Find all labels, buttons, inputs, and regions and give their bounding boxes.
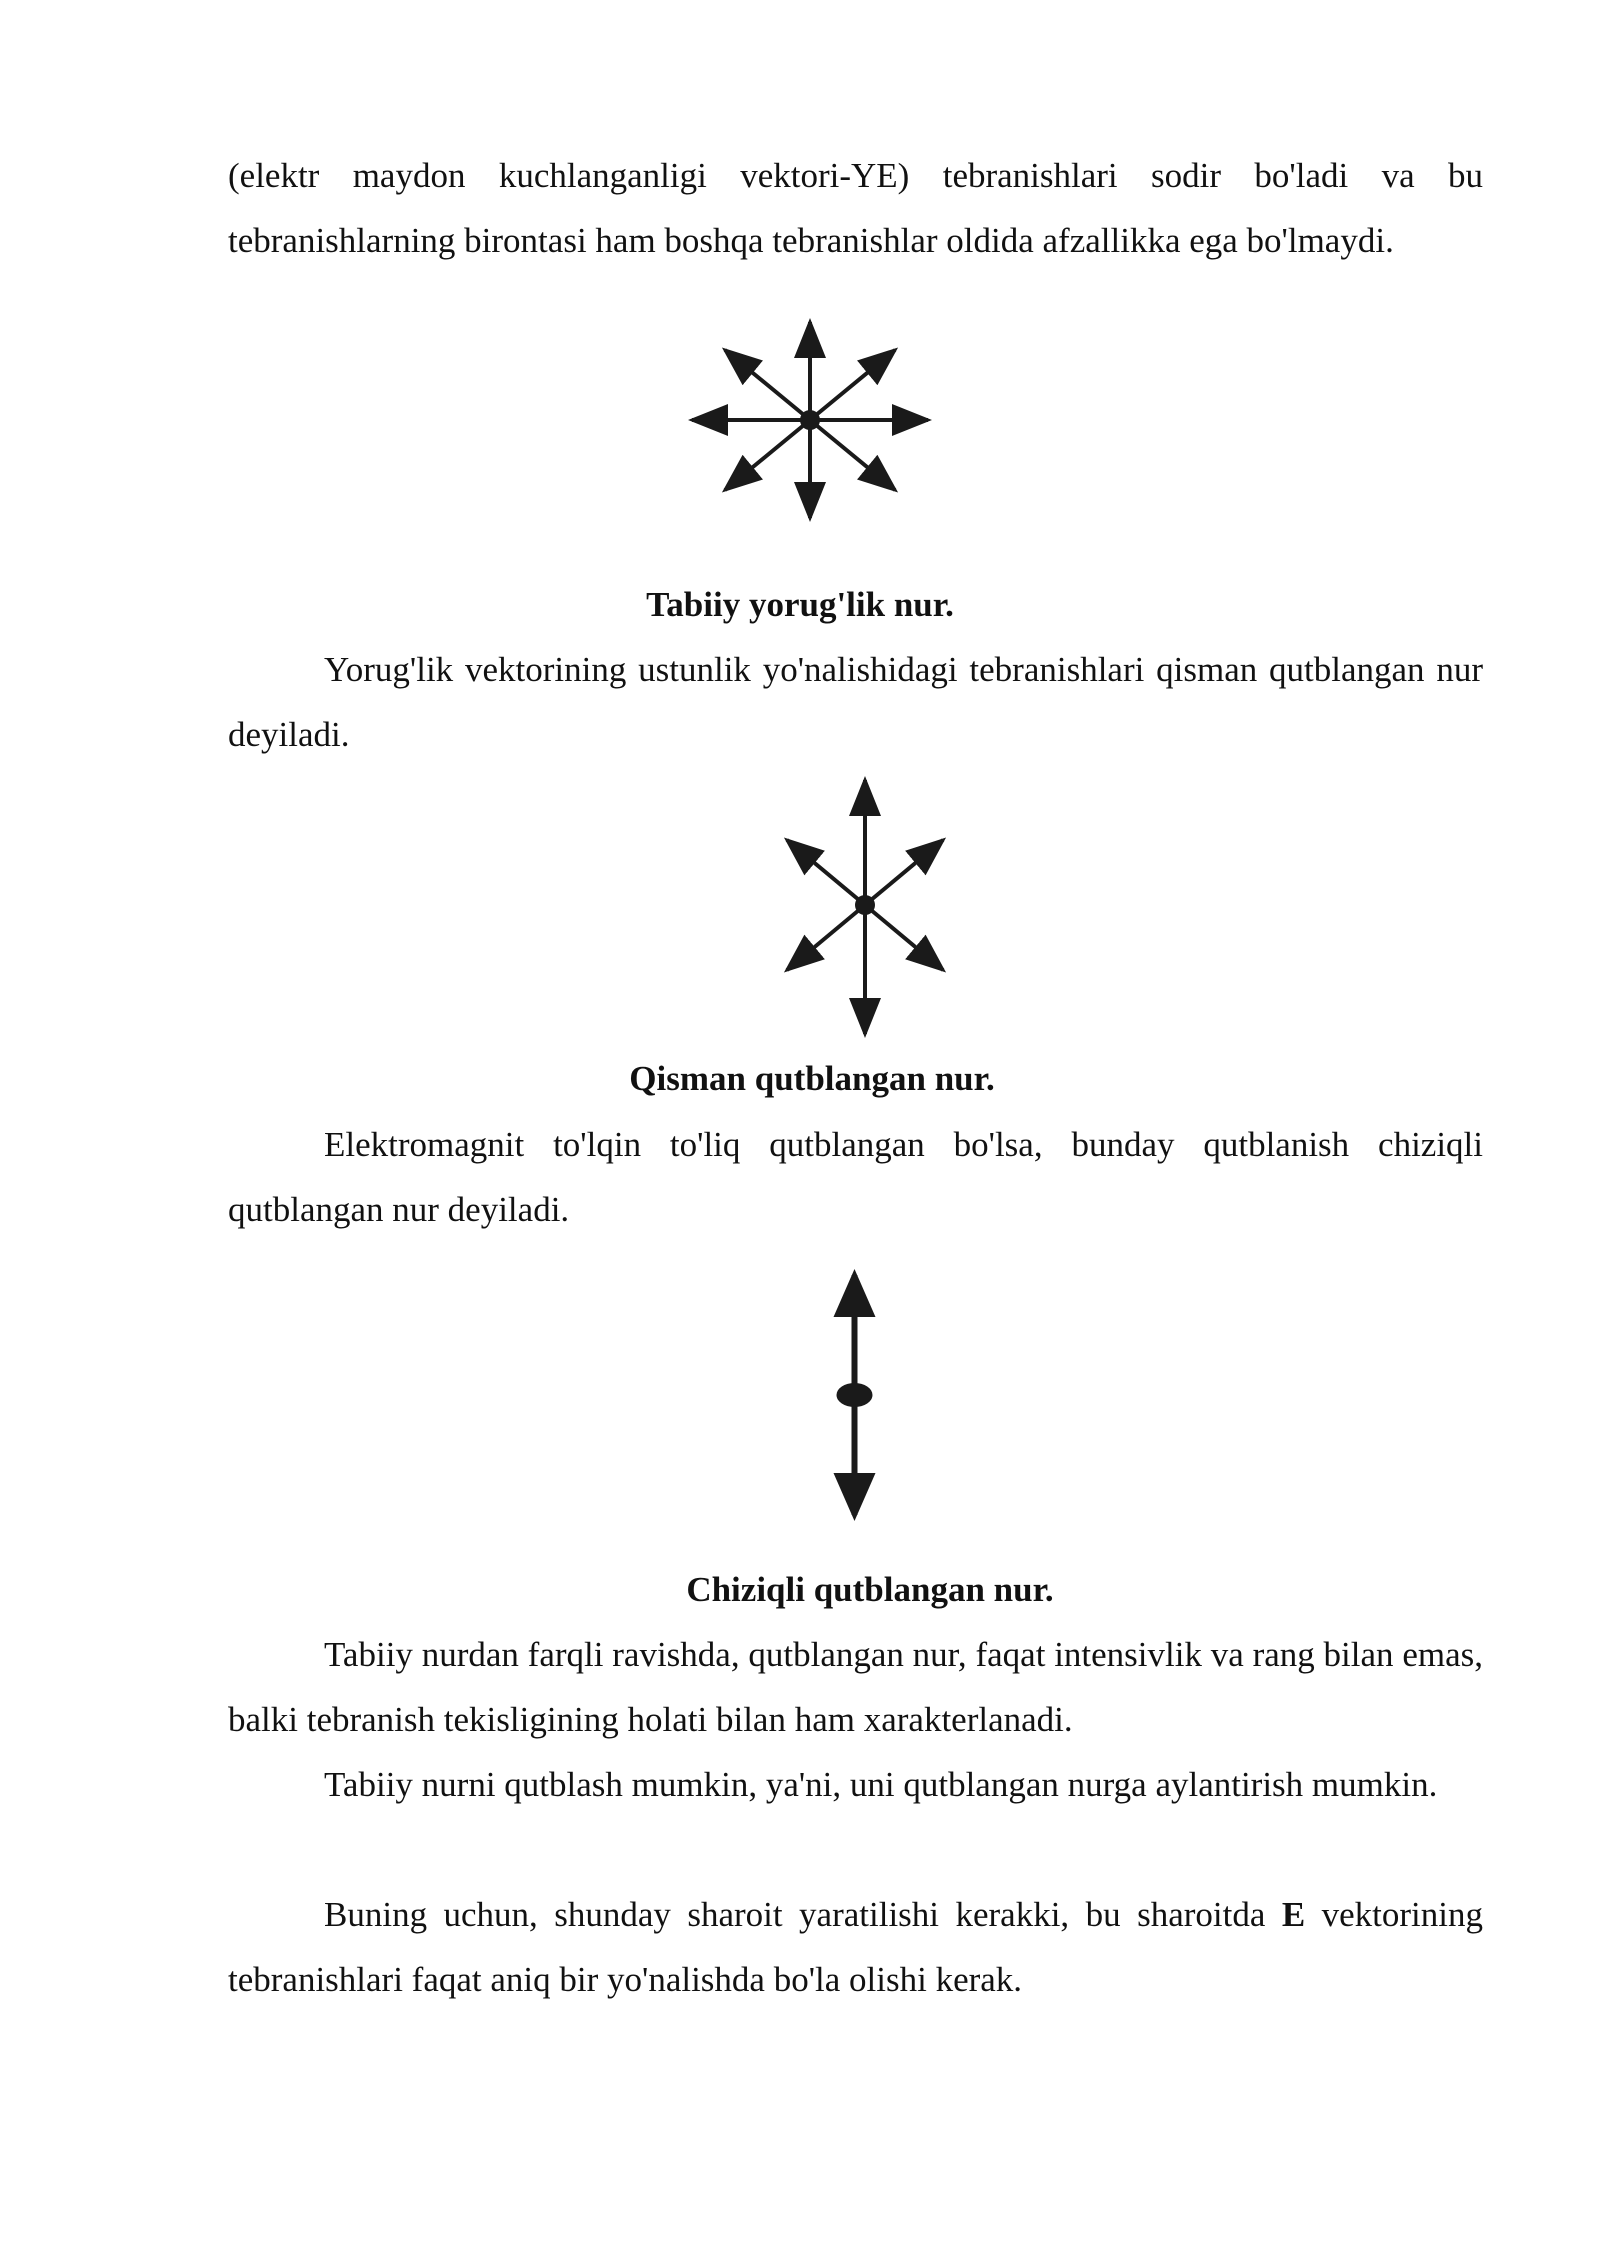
center-dot: [800, 410, 820, 430]
paragraph-condition: [228, 1882, 1483, 2012]
natural-light-diagram: [680, 310, 940, 530]
condition-text-end: vektorining tebranishlari faqat aniq bir yo'nalishda bo'la olishi kerak.: [228, 1895, 1483, 1999]
arrow-up-left: [725, 350, 810, 420]
arrow-up-right: [810, 350, 895, 420]
caption-natural-light: Tabiiy yorug'lik nur.: [646, 585, 954, 624]
center-dot: [855, 895, 875, 915]
paragraph-linear-definition: Elektromagnit to'lqin to'liq qutblangan bo'lsa, bunday qutblanish chiziqli qutblangan nur deyiladi.: [228, 1125, 1483, 1229]
arrow-up-left: [787, 840, 865, 905]
paragraph-partial-definition: Yorug'lik vektorining ustunlik yo'nalishidagi tebranishlari qisman qutblangan nur deyiladi.: [228, 650, 1483, 754]
arrow-down-right: [865, 905, 943, 970]
paragraph-polarize-possible: Tabiiy nurni qutblash mumkin, ya'ni, uni qutblangan nurga aylantirish mumkin.: [324, 1765, 1438, 1804]
partially-polarized-diagram: [775, 772, 955, 1042]
arrow-up-right: [865, 840, 943, 905]
vector-e-symbol: E: [1281, 1895, 1306, 1934]
caption-partial-polarized: Qisman qutblangan nur.: [629, 1059, 995, 1098]
arrow-down-left: [787, 905, 865, 970]
arrow-down-left: [725, 420, 810, 490]
linearly-polarized-diagram: [822, 1265, 887, 1525]
arrow-down-right: [810, 420, 895, 490]
condition-text-start: Buning uchun, shunday sharoit yaratilishi kerakki, bu sharoitda: [324, 1895, 1282, 1934]
paragraph-polarized-characteristics: Tabiiy nurdan farqli ravishda, qutblangan nur, faqat intensivlik va rang bilan emas, balki tebranish tekisligining holati bilan ham xarakterlanadi.: [228, 1635, 1483, 1739]
center-dot: [837, 1383, 873, 1407]
caption-linear-polarized: Chiziqli qutblangan nur.: [686, 1570, 1054, 1609]
paragraph-intro: (elektr maydon kuchlanganligi vektori-YE) tebranishlari sodir bo'ladi va bu tebranishlarning birontasi ham boshqa tebranishlar oldida afzallikka ega bo'lmaydi.: [228, 156, 1483, 260]
